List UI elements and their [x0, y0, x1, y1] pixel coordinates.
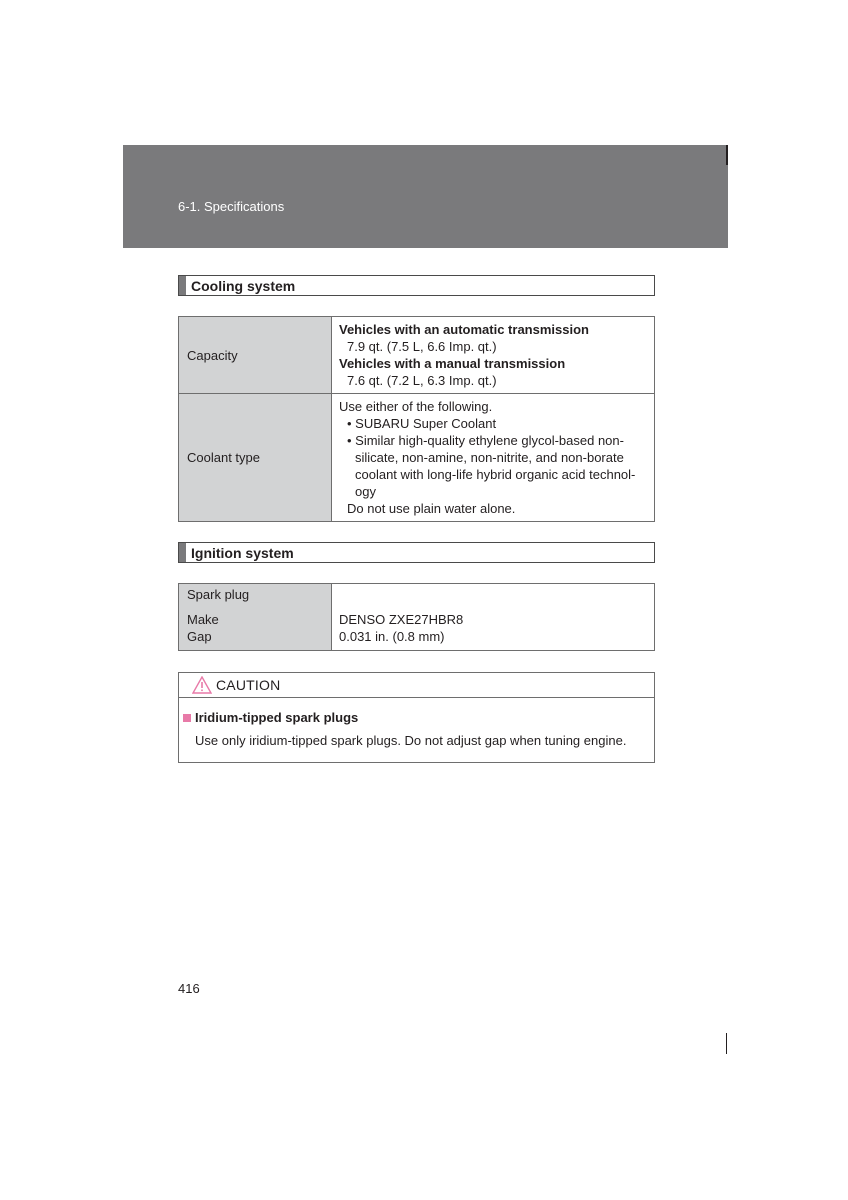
coolant-note: Do not use plain water alone. — [347, 501, 516, 516]
make-value: DENSO ZXE27HBR8 — [339, 612, 464, 627]
coolant-intro: Use either of the following. — [339, 399, 493, 414]
header-tick-mark — [726, 145, 728, 165]
cooling-spec-table — [178, 316, 655, 522]
auto-transmission-heading: Vehicles with an automatic transmission — [339, 322, 589, 337]
coolant-row — [179, 394, 655, 522]
section-title-bar — [179, 543, 186, 562]
spark-plug-label: Spark plug — [187, 587, 250, 602]
coolant-value — [332, 394, 655, 522]
side-rule — [726, 1033, 727, 1054]
caution-box — [178, 672, 655, 763]
manual-transmission-heading: Vehicles with a manual transmission — [339, 356, 566, 371]
gap-value: 0.031 in. (0.8 mm) — [339, 629, 445, 644]
chapter-header — [123, 145, 728, 248]
page-number: 416 — [178, 981, 200, 996]
caution-header — [179, 673, 654, 698]
spark-plug-row — [179, 584, 655, 651]
coolant-bullet-2-line-1: • Similar high-quality ethylene glycol-based non- — [347, 433, 624, 448]
pink-square-bullet-icon — [183, 714, 191, 722]
coolant-label: Coolant type — [179, 394, 332, 522]
caution-subheading — [183, 710, 358, 725]
section-title-bar — [179, 276, 186, 295]
capacity-label: Capacity — [179, 317, 332, 394]
spark-plug-label-cell — [179, 584, 332, 651]
coolant-bullet-2-line-2: silicate, non-amine, non-nitrite, and non-borate — [355, 450, 624, 465]
auto-transmission-value: 7.9 qt. (7.5 L, 6.6 Imp. qt.) — [347, 339, 497, 354]
ignition-spec-table — [178, 583, 655, 651]
make-label: Make — [187, 612, 219, 627]
ignition-section-title — [178, 542, 655, 563]
caution-heading-text: Iridium-tipped spark plugs — [195, 710, 359, 725]
coolant-bullet-2-line-3: coolant with long-life hybrid organic acid technol- — [355, 467, 636, 482]
gap-label: Gap — [187, 629, 212, 644]
cooling-section-title — [178, 275, 655, 296]
warning-triangle-icon — [192, 676, 212, 694]
chapter-title: 6-1. Specifications — [178, 199, 285, 214]
coolant-bullet-2-line-4: ogy — [355, 484, 376, 499]
cooling-title-text: Cooling system — [191, 277, 296, 294]
capacity-value — [332, 317, 655, 394]
manual-transmission-value: 7.6 qt. (7.2 L, 6.3 Imp. qt.) — [347, 373, 497, 388]
ignition-title-text: Ignition system — [191, 544, 294, 561]
caution-body-text: Use only iridium-tipped spark plugs. Do not adjust gap when tuning engine. — [195, 733, 627, 748]
caution-label: CAUTION — [216, 677, 281, 693]
coolant-bullet-1: • SUBARU Super Coolant — [347, 416, 497, 431]
spark-plug-value-cell — [332, 584, 655, 651]
capacity-row — [179, 317, 655, 394]
